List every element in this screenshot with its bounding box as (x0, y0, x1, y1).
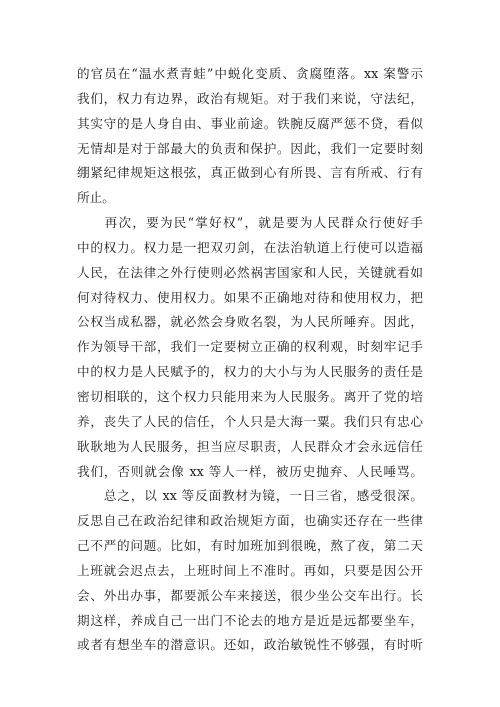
text-line: 耿耿地为人民服务，担当应尽职责，人民群众才会永远信任 (77, 438, 423, 454)
text-line: 作为领导干部，我们一定要树立正确的权利观，时刻牢记手 (77, 339, 423, 355)
text-line: 人民，在法律之外行使则必然祸害国家和人民，关键就看如 (77, 264, 423, 280)
text-line: 再次，要为民“掌好权”，就是要为人民群众行使好手 (77, 215, 423, 231)
text-line: 或者有想坐车的潜意识。还如，政治敏锐性不够强，有时听 (77, 637, 423, 653)
text-line: 无情却是对于部最大的负责和保护。因此，我们一定要时刻 (77, 140, 423, 156)
document-body (77, 62, 423, 658)
text-line: 上班就会迟点去，上班时间上不准时。再如，只要是因公开 (77, 562, 423, 578)
text-line: 总之，以 xx 等反面教材为镜，一日三省，感受很深。 (77, 488, 423, 504)
text-line: 期这样，养成自己一出门不论去的地方是近是远都要坐车， (77, 612, 423, 628)
text-line: 反思自己在政治纪律和政治规矩方面，也确实还存在一些律 (77, 513, 423, 529)
paragraph-3 (77, 484, 423, 658)
text-line: 密切相联的，这个权力只能用来为人民服务。离开了党的培 (77, 388, 423, 404)
text-line: 其实守的是人身自由、事业前途。铁腕反腐严惩不贷，看似 (77, 115, 423, 131)
paragraph-1 (77, 62, 423, 211)
paragraph-2 (77, 211, 423, 484)
text-line: 公权当成私器，就必然会身败名裂，为人民所唾弃。因此， (77, 314, 423, 330)
text-line: 的官员在“温水煮青蛙”中蜕化变质、贪腐堕落。xx 案警示 (77, 66, 423, 81)
text-line: 何对待权力、使用权力。如果不正确地对待和使用权力，把 (77, 289, 423, 305)
text-line: 中的权力是人民赋予的，权力的大小与为人民服务的责任是 (77, 364, 423, 380)
text-line: 所止。 (77, 190, 115, 206)
text-line: 养，丧失了人民的信任，个人只是大海一粟。我们只有忠心 (77, 413, 423, 429)
text-line: 己不严的问题。比如，有时加班加到很晚，熬了夜，第二天 (77, 538, 423, 554)
text-line: 我们，否则就会像 xx 等人一样，被历史抛弃、人民唾骂。 (77, 463, 423, 479)
text-line: 中的权力。权力是一把双刃剑，在法治轨道上行使可以造福 (77, 239, 423, 255)
text-line: 会、外出办事，都要派公车来接送，很少坐公交车出行。长 (77, 587, 423, 603)
text-line: 绷紧纪律规矩这根弦，真正做到心有所畏、言有所戒、行有 (77, 165, 423, 181)
text-line: 我们，权力有边界，政治有规矩。对于我们来说，守法纪， (77, 90, 423, 106)
